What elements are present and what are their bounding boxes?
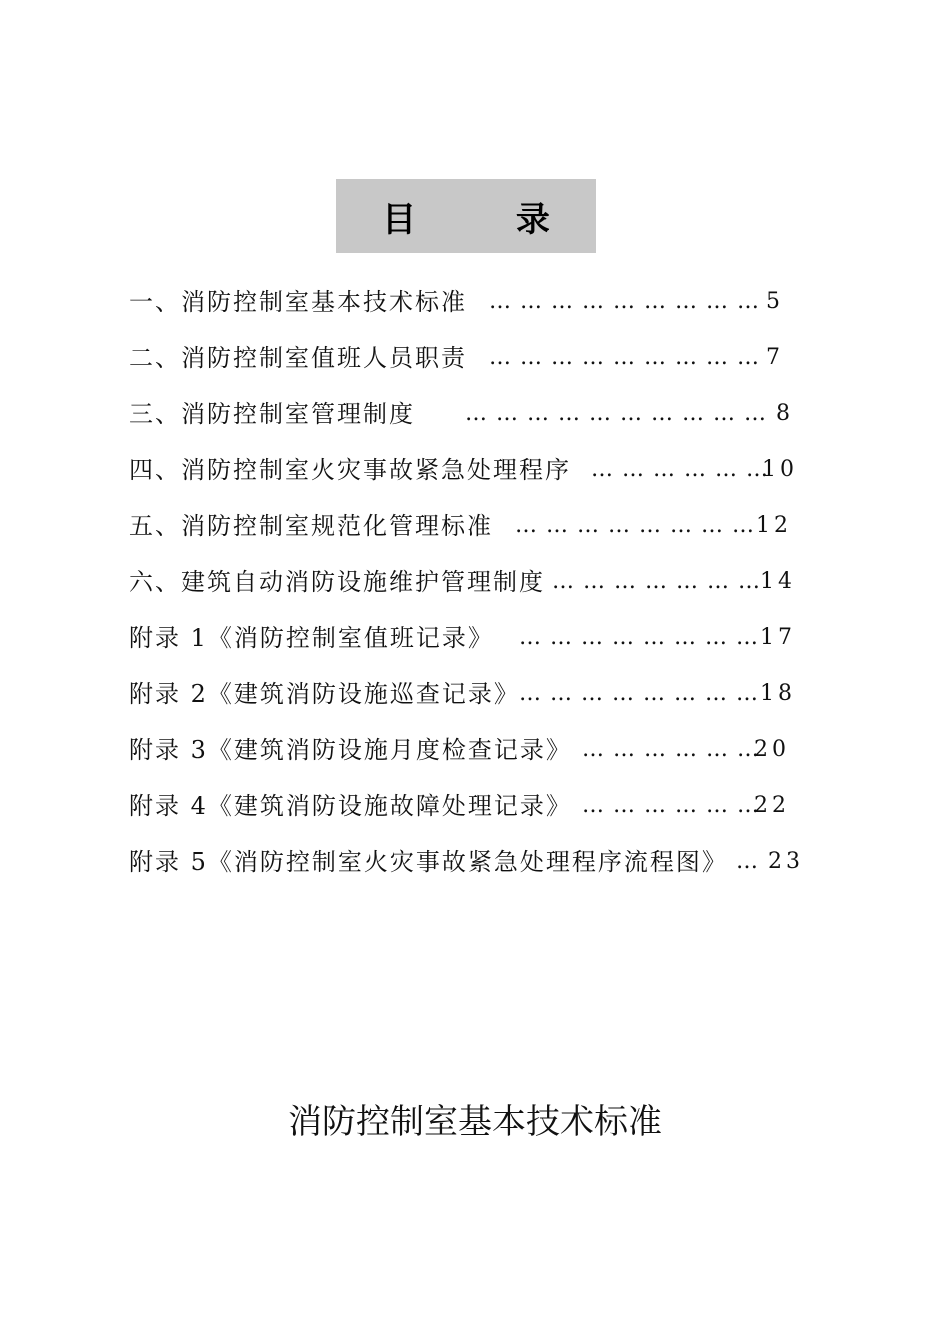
toc-entry[interactable] xyxy=(0,730,950,770)
toc-entry-label: 六、建筑自动消防设施维护管理制度 xyxy=(129,568,545,596)
toc-entry-page: 18 xyxy=(760,681,796,706)
toc-entry-leader: … … … … … … … … … … xyxy=(465,401,767,426)
toc-entry-page: 23 xyxy=(768,849,804,874)
toc-entry[interactable] xyxy=(0,562,950,602)
toc-entry-page: 12 xyxy=(756,513,792,538)
toc-entry-label: 附录 2《建筑消防设施巡查记录》 xyxy=(129,680,520,708)
toc-entry-leader: … … … … … … … … xyxy=(519,681,759,706)
toc-entry-label: 附录 5《消防控制室火灾事故紧急处理程序流程图》 xyxy=(129,848,728,876)
toc-entry-label: 附录 1《消防控制室值班记录》 xyxy=(129,624,494,652)
toc-entry[interactable] xyxy=(0,338,950,378)
toc-entry-page: 22 xyxy=(754,793,790,818)
toc-entry[interactable] xyxy=(0,786,950,826)
toc-entry-leader: … … … … … … … xyxy=(552,569,761,594)
toc-entry[interactable] xyxy=(0,394,950,434)
toc-entry-page: 20 xyxy=(754,737,790,762)
toc-entry-label: 五、消防控制室规范化管理标准 xyxy=(129,512,493,540)
toc-entry-page: 8 xyxy=(776,401,794,426)
toc-entry-label: 一、消防控制室基本技术标准 xyxy=(129,288,467,316)
toc-entry-page: 5 xyxy=(766,289,784,314)
toc-heading: 目 录 xyxy=(382,199,594,240)
section-title: 消防控制室基本技术标准 xyxy=(288,1102,662,1142)
toc-entry-leader: … xyxy=(736,849,759,874)
toc-entry-label: 附录 3《建筑消防设施月度检查记录》 xyxy=(129,736,572,764)
toc-entry[interactable] xyxy=(0,506,950,546)
toc-entry-leader: … … … … … … … … xyxy=(515,513,755,538)
toc-entry-leader: … … … … … … … … … xyxy=(489,289,760,314)
toc-entry-leader: … … … … … … xyxy=(582,737,760,762)
toc-entry-leader: … … … … … … xyxy=(591,457,769,482)
toc-entry-leader: … … … … … … … … … xyxy=(489,345,760,370)
toc-entry[interactable] xyxy=(0,674,950,714)
toc-entry[interactable] xyxy=(0,450,950,490)
toc-entry-page: 17 xyxy=(760,625,796,650)
toc-entry-label: 二、消防控制室值班人员职责 xyxy=(129,344,467,372)
toc-entry-page: 14 xyxy=(760,569,796,594)
toc-entry-page: 10 xyxy=(762,457,798,482)
toc-entry-label: 四、消防控制室火灾事故紧急处理程序 xyxy=(129,456,571,484)
toc-entry-label: 三、消防控制室管理制度 xyxy=(129,400,415,428)
toc-entry[interactable] xyxy=(0,282,950,322)
toc-entry-leader: … … … … … … … … xyxy=(519,625,759,650)
toc-entry-page: 7 xyxy=(766,345,784,370)
toc-entry-label: 附录 4《建筑消防设施故障处理记录》 xyxy=(129,792,572,820)
toc-entry[interactable] xyxy=(0,618,950,658)
toc-entry[interactable] xyxy=(0,842,950,882)
toc-entry-leader: … … … … … … xyxy=(582,793,760,818)
